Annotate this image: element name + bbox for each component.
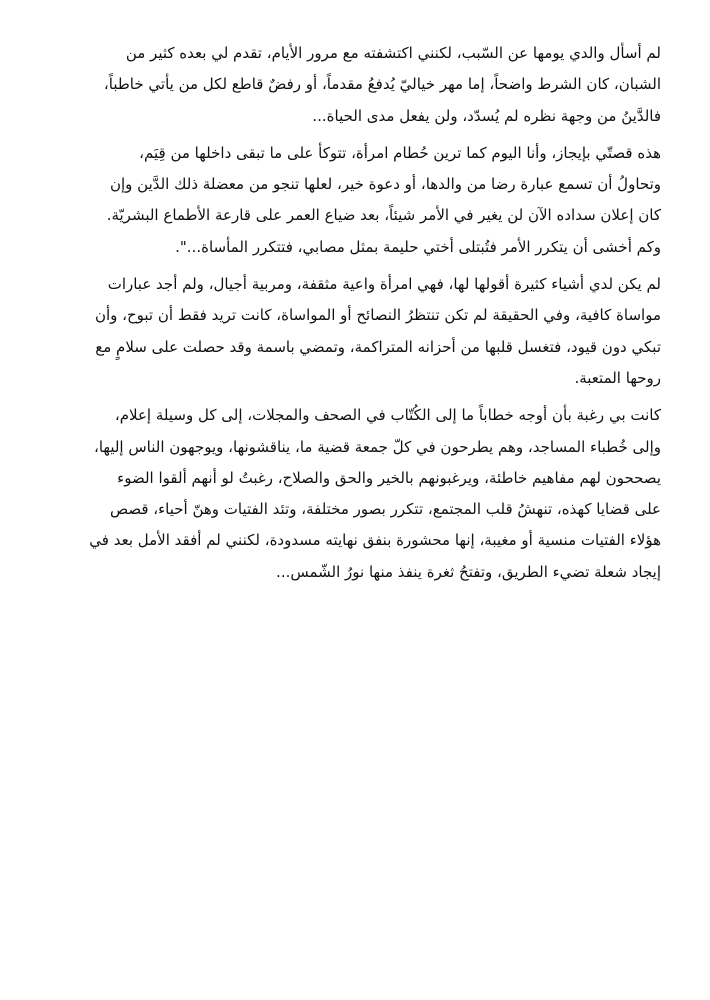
text-line: تبكي دون قيود، فتغسل قلبها من أحزانه المتراكمة، وتمضي باسمة وقد حصلت على سلامٍ مع: [95, 337, 661, 356]
text-line: لم أسأل والدي يومها عن السّبب، لكنني اكتشفته مع مرور الأيام، تقدم لي بعده كثير من: [125, 44, 661, 62]
text-line: مواساة كافية، وفي الحقيقة لم تكن تنتظرُ النصائح أو المواساة، كانت تريد فقط أن تبوح، وأن: [94, 306, 661, 325]
text-line: هؤلاء الفتيات منسية أو مغيبة، إنها محشورة بنفق نهايته مسدودة، لكنني لم أفقد الأمل بعد في: [89, 531, 661, 550]
paragraph-3: [35, 269, 661, 394]
text-line: لم يكن لدي أشياء كثيرة أقولها لها، فهي امرأة واعية مثقفة، ومربية أجيال، ولم أجد عبارات: [107, 275, 661, 294]
text-line: إيجاد شعلة تضيء الطريق، وتفتحُ ثغرة ينفذ منها نورُ الشّمس...: [276, 562, 661, 581]
text-line: روحها المتعبة.: [574, 368, 661, 387]
text-line: الشبان، كان الشرط واضحاً، إما مهر خياليّ يُدفعُ مقدماً، أو رفضٌ قاطع لكل من يأتي خاطباً،: [103, 75, 661, 94]
paragraph-1: [35, 38, 661, 132]
text-line: فالدَّينُ من وجهة نظره لم يُسدّد، ولن يفعل مدى الحياة...: [312, 106, 661, 125]
paragraph-4: [35, 400, 661, 588]
text-line: كانت بي رغبة بأن أوجه خطاباً ما إلى الكُتّاب في الصحف والمجلات، إلى كل وسيلة إعلام،: [114, 406, 661, 425]
paragraph-2: [35, 138, 661, 263]
text-line: وتحاولُ أن تسمع عبارة رضا من والدها، أو دعوة خير، لعلها تنجو من معضلة ذلك الدَّين وإن: [109, 175, 661, 194]
text-line: كان إعلان سداده الآن لن يغير في الأمر شيئاً، بعد ضياع العمر على قارعة الأطماع البشريّة.: [106, 206, 661, 225]
text-line: هذه قصتّي بإيجاز، وأنا اليوم كما ترين حُطام امرأة، تتوكأ على ما تبقى داخلها من قِيَم،: [139, 143, 661, 162]
text-line: على قضايا كهذه، تنهشُ قلب المجتمع، تتكرر بصور مختلفة، وتئد الفتيات وهنّ أحياء، قصص: [109, 500, 661, 519]
text-line: وإلى خُطباء المساجد، وهم يطرحون في كلّ جمعة قضية ما، يناقشونها، ويوجهون الناس إليها،: [94, 437, 661, 456]
text-line: وكم أخشى أن يتكرر الأمر فتُبتلى أختي حليمة بمثل مصابي، فتتكرر المأساة...".: [175, 237, 661, 256]
body-text: [35, 38, 661, 594]
text-line: يصححون لهم مفاهيم خاطئة، ويرغبونهم بالخير والحق والصلاح، رغبتُ لو أنهم ألقوا الضوء: [117, 468, 661, 487]
